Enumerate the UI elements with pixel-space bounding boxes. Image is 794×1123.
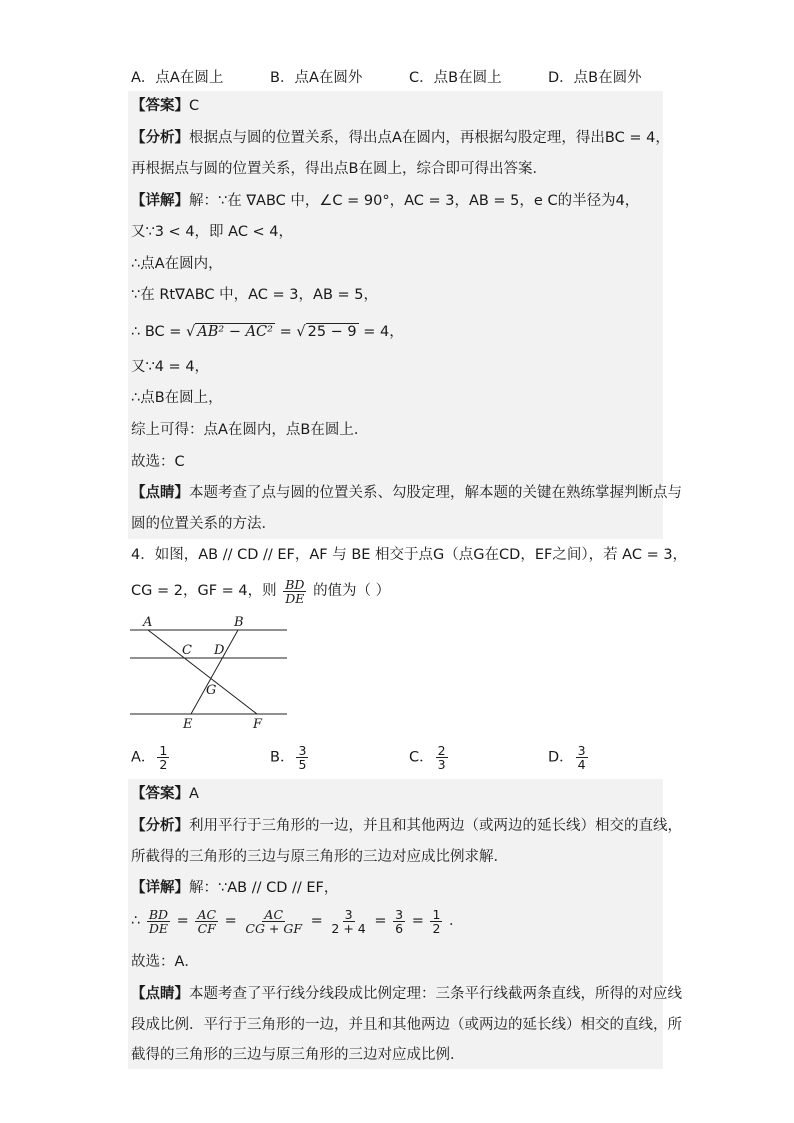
q3-option-c: C．点B在圆上 (409, 70, 502, 86)
q3-analysis-line-1: 【分析】根据点与圆的位置关系，得出点A在圆内，再根据勾股定理，得出BC = 4， (131, 130, 670, 146)
q4-options (131, 744, 671, 774)
q4-option-d: D． $\frac{3}{4}$ (548, 743, 586, 772)
q3-option-b: B．点A在圆外 (270, 70, 363, 86)
q3-detail-line-1: 【详解】解：∵在 ∇ABC 中，∠C = 90°，AC = 3，AB = 5，e C的半径为4， (131, 193, 640, 209)
q3-detail-line-4: ∵在 Rt∇ABC 中，AC = 3，AB = 5， (131, 287, 378, 303)
q3-option-d: D．点B在圆外 (548, 70, 642, 86)
radical-1: AB² − AC² (197, 324, 273, 340)
label-b: B (234, 615, 244, 630)
q4-figure (125, 612, 295, 734)
q4-answer: 【答案】A (131, 786, 199, 802)
q4-stem-line-1: 4．如图，AB // CD // EF，AF 与 BE 相交于点G（点G在CD，EF之间），若 AC = 3， (131, 547, 688, 563)
q3-detail-line-8: 综上可得：点A在圆内，点B在圆上． (131, 422, 369, 438)
radical-2: 25 − 9 (307, 324, 357, 340)
q4-stem-line-2: CG = 2，GF = 4，则 $\frac{BD}{DE}$ 的值为（ ） (131, 576, 391, 606)
q3-options (131, 66, 671, 86)
q4-comment-line-3: 截得的三角形的三边与原三角形的三边对应成比例． (131, 1047, 465, 1063)
q3-detail-line-5: ∴ BC = √ AB² − AC² = √ 25 − 9 = 4， (131, 324, 404, 340)
q4-detail-line-1: 【详解】解：∵AB // CD // EF， (131, 880, 339, 896)
q4-analysis-line-1: 【分析】利用平行于三角形的一边，并且和其他两边（或两边的延长线）相交的直线， (131, 818, 682, 834)
q4-analysis-line-2: 所截得的三角形的三边与原三角形的三边对应成比例求解． (131, 849, 508, 865)
q4-equation: ∴ $\frac{BD}{DE}$ = $\frac{AC}{CF}$ = $\frac{AC}{CG + GF}$ = $\frac{3}{2 + 4}$ = $\frac{3}{6}$ = $\frac{1}{2}$ ． (131, 906, 464, 936)
q3-answer: 【答案】C (131, 98, 200, 114)
q4-stem-fraction: $\frac{BD}{DE}$ (285, 576, 305, 606)
label-e: E (183, 717, 193, 732)
q3-detail-line-6: 又∵4 = 4， (131, 359, 210, 375)
q3-choice: 故选：C (131, 454, 185, 470)
label-c: C (182, 643, 192, 658)
q3-detail-line-2: 又∵3 < 4，即 AC < 4， (131, 224, 294, 240)
q4-option-c: C． $\frac{2}{3}$ (409, 743, 446, 772)
label-g: G (206, 683, 217, 698)
q3-comment-line-1: 【点睛】本题考查了点与圆的位置关系、勾股定理，解本题的关键在熟练掌握判断点与 (131, 485, 682, 501)
label-f: F (253, 717, 263, 732)
q3-detail-line-3: ∴点A在圆内， (131, 256, 223, 272)
q4-choice: 故选：A． (131, 954, 199, 970)
label-d: D (214, 643, 225, 658)
q4-comment-line-2: 段成比例．平行于三角形的一边，并且和其他两边（或两边的延长线）相交的直线，所 (131, 1017, 682, 1033)
line-af (148, 630, 257, 714)
q4-comment-line-1: 【点睛】本题考查了平行线分线段成比例定理：三条平行线截两条直线，所得的对应线 (131, 986, 682, 1002)
label-a: A (143, 615, 153, 630)
q3-comment-line-2: 圆的位置关系的方法． (131, 516, 276, 532)
q4-option-b: B． $\frac{3}{5}$ (270, 743, 307, 772)
q4-option-a: A． $\frac{1}{2}$ (131, 743, 168, 772)
q3-detail-line-7: ∴点B在圆上， (131, 390, 223, 406)
q3-analysis-line-2: 再根据点与圆的位置关系，得出点B在圆上，综合即可得出答案． (131, 161, 547, 177)
q3-option-a: A．点A在圆上 (131, 70, 224, 86)
